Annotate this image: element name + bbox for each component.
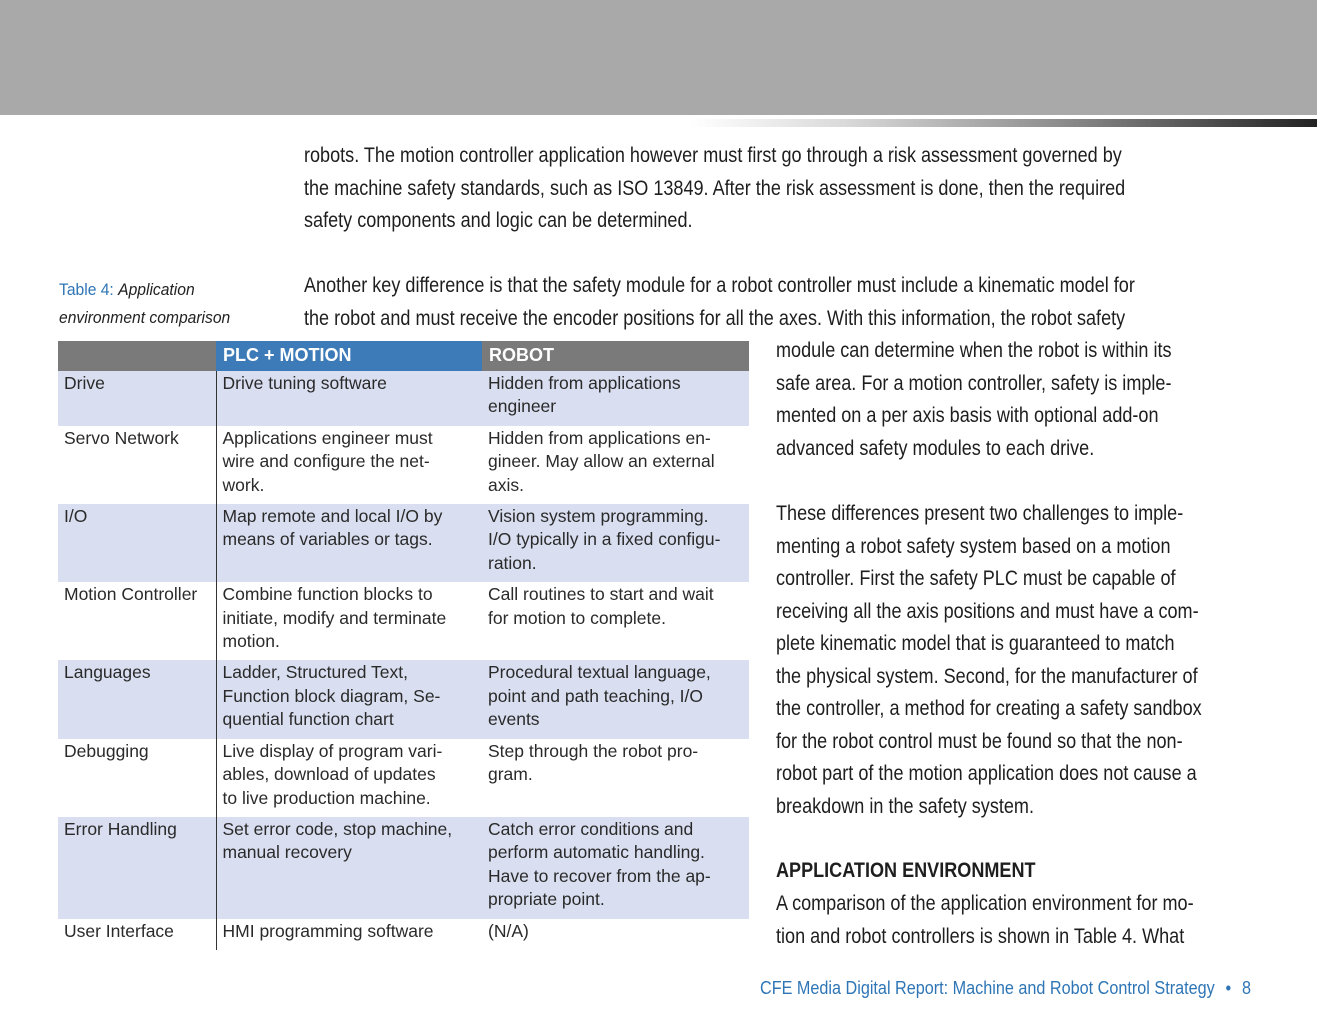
cell-line: Procedural textual language,: [488, 662, 711, 683]
cell-line: I/O typically in a fixed configu-: [488, 529, 721, 550]
caption-label: Table 4:: [59, 280, 114, 299]
table-row: [58, 582, 749, 660]
caption-title-line-1: Application: [118, 280, 195, 299]
page-footer: [760, 978, 1251, 999]
cell-line: quential function chart: [222, 709, 394, 730]
cell-line: Ladder, Structured Text,: [222, 662, 408, 683]
robot-cell: [482, 817, 749, 919]
cell-line: Have to recover from the ap-: [488, 865, 711, 886]
plc-motion-cell: [216, 582, 482, 660]
text-line: controller. First the safety PLC must be capable of: [776, 567, 1176, 590]
text-line: the robot and must receive the encoder positions for all the axes. With this information, the robot safety: [304, 306, 1126, 330]
robot-cell: [482, 504, 749, 582]
plc-motion-cell: [216, 739, 482, 817]
cell-line: Call routines to start and wait: [488, 584, 714, 605]
cell-line: HMI programming software: [222, 920, 434, 941]
text-line: the machine safety standards, such as ISO 13849. After the risk assessment is done, then the required: [304, 176, 1126, 200]
cell-line: propriate point.: [488, 889, 605, 910]
cell-line: Set error code, stop machine,: [222, 818, 453, 839]
row-category: Drive: [58, 371, 216, 426]
cell-line: Catch error conditions and: [488, 818, 694, 839]
text-line: the controller, a method for creating a safety sandbox: [776, 697, 1202, 720]
table-header-row: [58, 341, 749, 371]
header-blank: [58, 341, 216, 371]
cell-line: work.: [222, 474, 265, 495]
row-category: I/O: [58, 504, 216, 582]
text-line: robot part of the motion application does not cause a: [776, 762, 1197, 785]
cell-line: engineer: [488, 396, 557, 417]
row-category: Motion Controller: [58, 582, 216, 660]
cell-line: Function block diagram, Se-: [222, 685, 441, 706]
text-line: tion and robot controllers is shown in Table 4. What: [776, 924, 1185, 948]
cell-line: Live display of program vari-: [222, 740, 443, 761]
robot-cell: [482, 739, 749, 817]
row-category: Debugging: [58, 739, 216, 817]
row-category: Servo Network: [58, 426, 216, 504]
text-line: robots. The motion controller application however must first go through a risk assessment governed by: [304, 144, 1122, 167]
cell-line: Combine function blocks to: [222, 584, 433, 605]
table-row: [58, 371, 749, 426]
cell-line: axis.: [488, 474, 524, 495]
cell-line: Vision system programming.: [488, 506, 709, 527]
table-row: [58, 817, 749, 919]
robot-cell: [482, 919, 749, 950]
robot-cell: [482, 371, 749, 426]
cell-line: to live production machine.: [222, 787, 431, 808]
robot-cell: [482, 426, 749, 504]
cell-line: initiate, modify and terminate: [222, 607, 447, 628]
cell-line: Step through the robot pro-: [488, 740, 699, 761]
body-paragraph-4: [776, 888, 1194, 953]
text-line: advanced safety modules to each drive.: [776, 436, 1095, 460]
row-category: Error Handling: [58, 817, 216, 919]
text-line: mented on a per axis basis with optional add-on: [776, 404, 1159, 427]
text-line: A comparison of the application environment for mo-: [776, 892, 1194, 915]
table-row: [58, 739, 749, 817]
table-row: [58, 919, 749, 950]
text-line: safety components and logic can be determined.: [304, 209, 693, 232]
row-category: User Interface: [58, 919, 216, 950]
cell-line: events: [488, 709, 540, 730]
table-caption: [59, 276, 230, 332]
text-line: receiving all the axis positions and must have a com-: [776, 599, 1199, 623]
cell-line: (N/A): [488, 920, 529, 941]
body-paragraph-2-continued: [776, 335, 1172, 465]
header-gradient-rule: [690, 119, 1317, 127]
text-line: for the robot control must be found so that the non-: [776, 729, 1183, 753]
plc-motion-cell: [216, 660, 482, 738]
cell-line: Hidden from applications: [488, 373, 681, 393]
comparison-table: [58, 341, 749, 950]
text-line: These differences present two challenges to imple-: [776, 502, 1184, 525]
top-banner: [0, 0, 1317, 115]
cell-line: means of variables or tags.: [222, 529, 433, 550]
text-line: menting a robot safety system based on a motion: [776, 534, 1171, 558]
page-number: 8: [1242, 978, 1252, 998]
cell-line: motion.: [222, 631, 280, 652]
table-row: [58, 504, 749, 582]
header-plc-motion: PLC + MOTION: [216, 341, 482, 371]
cell-line: ables, download of updates: [222, 764, 436, 785]
footer-bullet: •: [1225, 978, 1232, 998]
caption-title-line-2: environment comparison: [59, 308, 231, 327]
cell-line: Map remote and local I/O by: [222, 506, 443, 527]
footer-title: CFE Media Digital Report: Machine and Robot Control Strategy: [760, 978, 1215, 998]
cell-line: manual recovery: [222, 842, 352, 863]
plc-motion-cell: [216, 426, 482, 504]
robot-cell: [482, 660, 749, 738]
text-line: Another key difference is that the safety module for a robot controller must include a kinematic model for: [304, 274, 1135, 297]
plc-motion-cell: [216, 919, 482, 950]
cell-line: Drive tuning software: [222, 373, 387, 393]
text-line: breakdown in the safety system.: [776, 794, 1034, 818]
plc-motion-cell: [216, 817, 482, 919]
text-line: plete kinematic model that is guaranteed to match: [776, 632, 1175, 655]
cell-line: ration.: [488, 552, 537, 573]
cell-line: for motion to complete.: [488, 607, 666, 628]
header-robot: ROBOT: [482, 341, 749, 371]
section-heading: APPLICATION ENVIRONMENT: [776, 859, 1036, 882]
cell-line: gram.: [488, 764, 533, 785]
cell-line: point and path teaching, I/O: [488, 685, 704, 706]
cell-line: perform automatic handling.: [488, 842, 705, 863]
body-paragraph-3: [776, 498, 1202, 823]
body-paragraph-2: [304, 270, 1135, 335]
text-line: safe area. For a motion controller, safety is imple-: [776, 371, 1172, 395]
plc-motion-cell: [216, 371, 482, 426]
plc-motion-cell: [216, 504, 482, 582]
cell-line: Hidden from applications en-: [488, 427, 711, 448]
cell-line: Applications engineer must: [222, 427, 433, 448]
table-row: [58, 426, 749, 504]
text-line: the physical system. Second, for the manufacturer of: [776, 664, 1198, 688]
body-paragraph-1: [304, 140, 1125, 238]
text-line: module can determine when the robot is within its: [776, 339, 1172, 362]
cell-line: wire and configure the net-: [222, 451, 430, 472]
row-category: Languages: [58, 660, 216, 738]
robot-cell: [482, 582, 749, 660]
cell-line: gineer. May allow an external: [488, 451, 715, 472]
table-row: [58, 660, 749, 738]
